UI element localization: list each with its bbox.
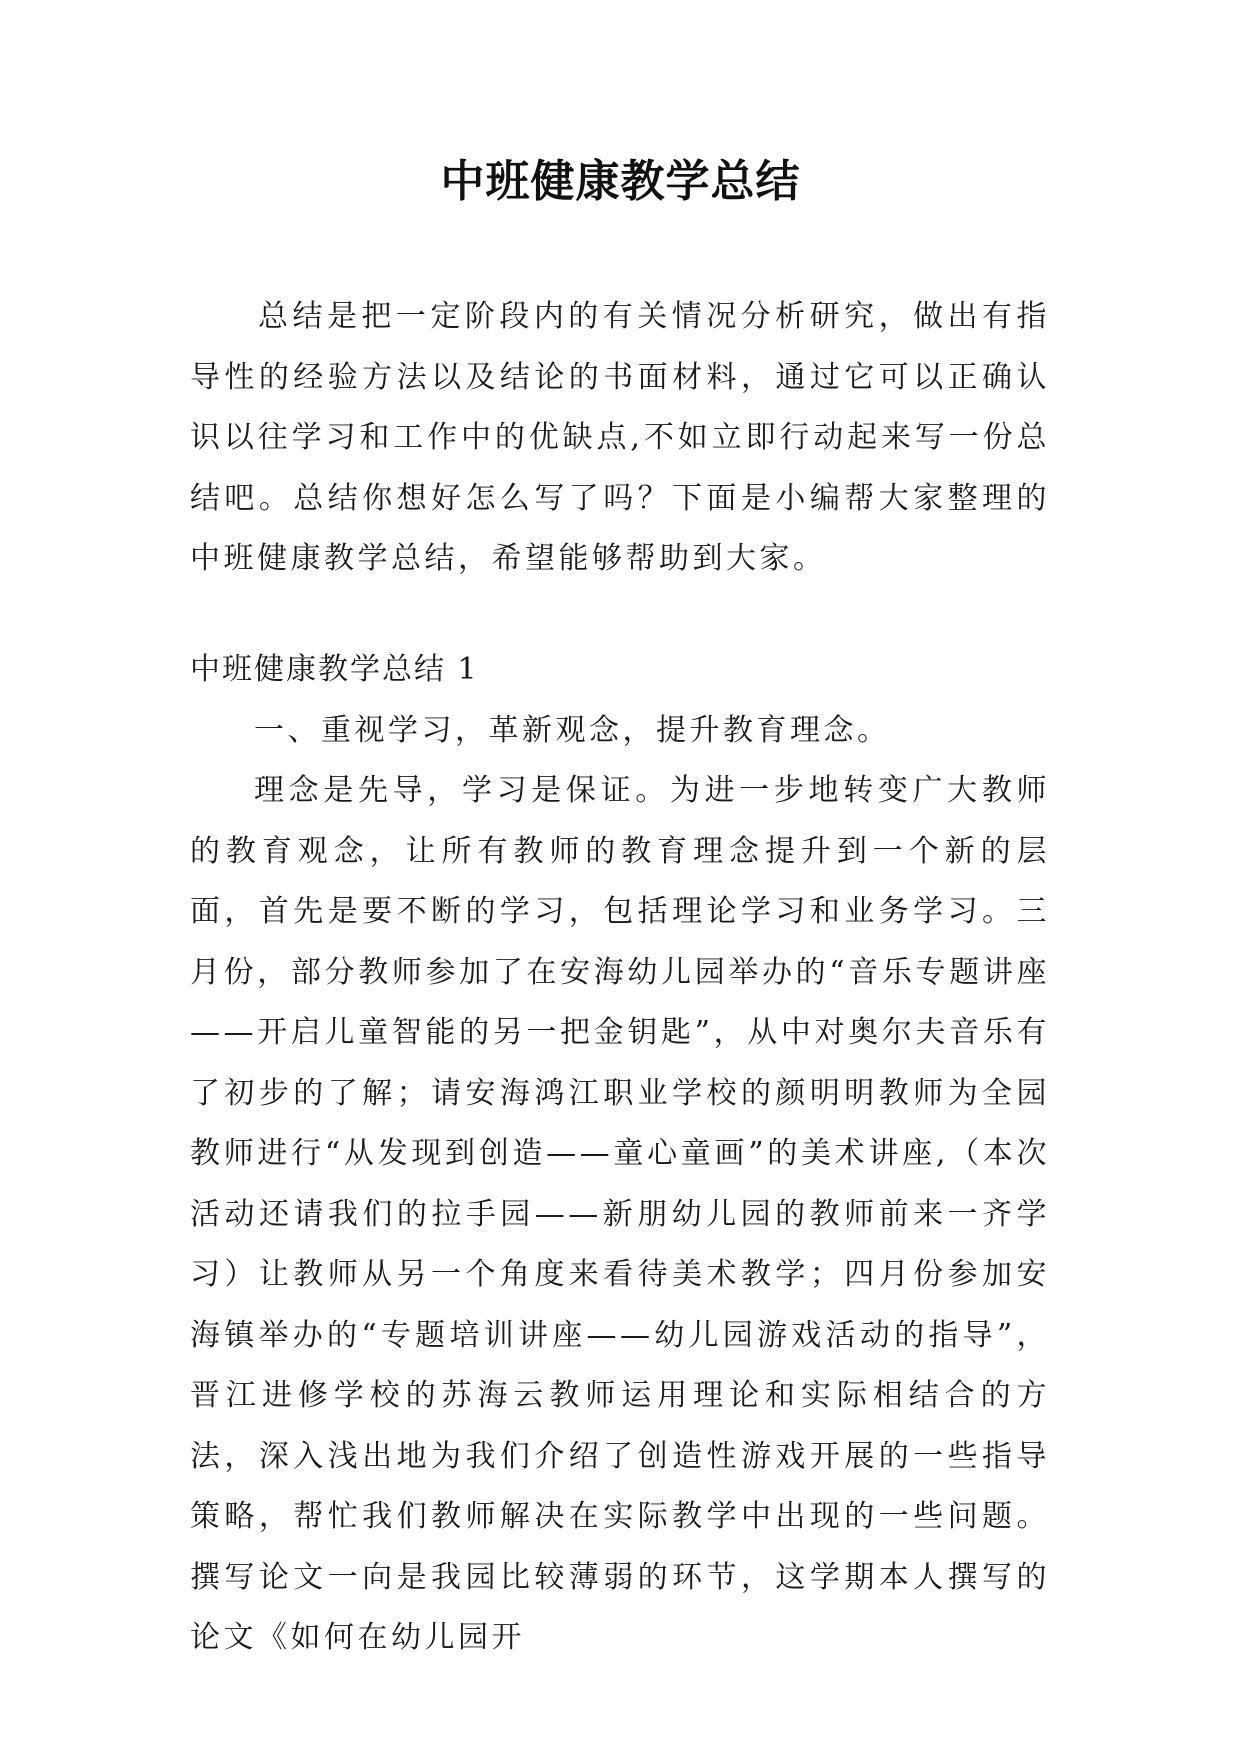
intro-paragraph: 总结是把一定阶段内的有关情况分析研究，做出有指导性的经验方法以及结论的书面材料，通过它可以正确认识以往学习和工作中的优缺点,不如立即行动起来写一份总结吧。总结你想好怎么写了吗？下面是小编帮大家整理的中班健康教学总结，希望能够帮助到大家。 bbox=[190, 299, 1050, 576]
document-title: 中班健康教学总结 bbox=[440, 156, 801, 207]
section-paragraph: 理念是先导，学习是保证。为进一步地转变广大教师的教育观念，让所有教师的教育理念提升到一个新的层面，首先是要不断的学习，包括理论学习和业务学习。三月份，部分教师参加了在安海幼儿园举办的“音乐专题讲座——开启儿童智能的另一把金钥匙”，从中对奥尔夫音乐有了初步的了解；请安海鸿江职业学校的颜明明教师为全园教师进行“从发现到创造——童心童画”的美术讲座,（本次活动还请我们的拉手园——新朋幼儿园的教师前来一齐学习）让教师从另一个角度来看待美术教学；四月份参加安海镇举办的“专题培训讲座——幼儿园游戏活动的指导”，晋江进修学校的苏海云教师运用理论和实际相结合的方法，深入浅出地为我们介绍了创造性游戏开展的一些指导策略，帮忙我们教师解决在实际教学中出现的一些问题。撰写论文一向是我园比较薄弱的环节，这学期本人撰写的论文《如何在幼儿园开 bbox=[190, 773, 1050, 1655]
section-subheading: 一、重视学习，革新观念，提升教育理念。 bbox=[254, 712, 891, 748]
section-1 bbox=[190, 640, 1050, 1669]
section-heading: 中班健康教学总结 1 bbox=[190, 652, 479, 687]
